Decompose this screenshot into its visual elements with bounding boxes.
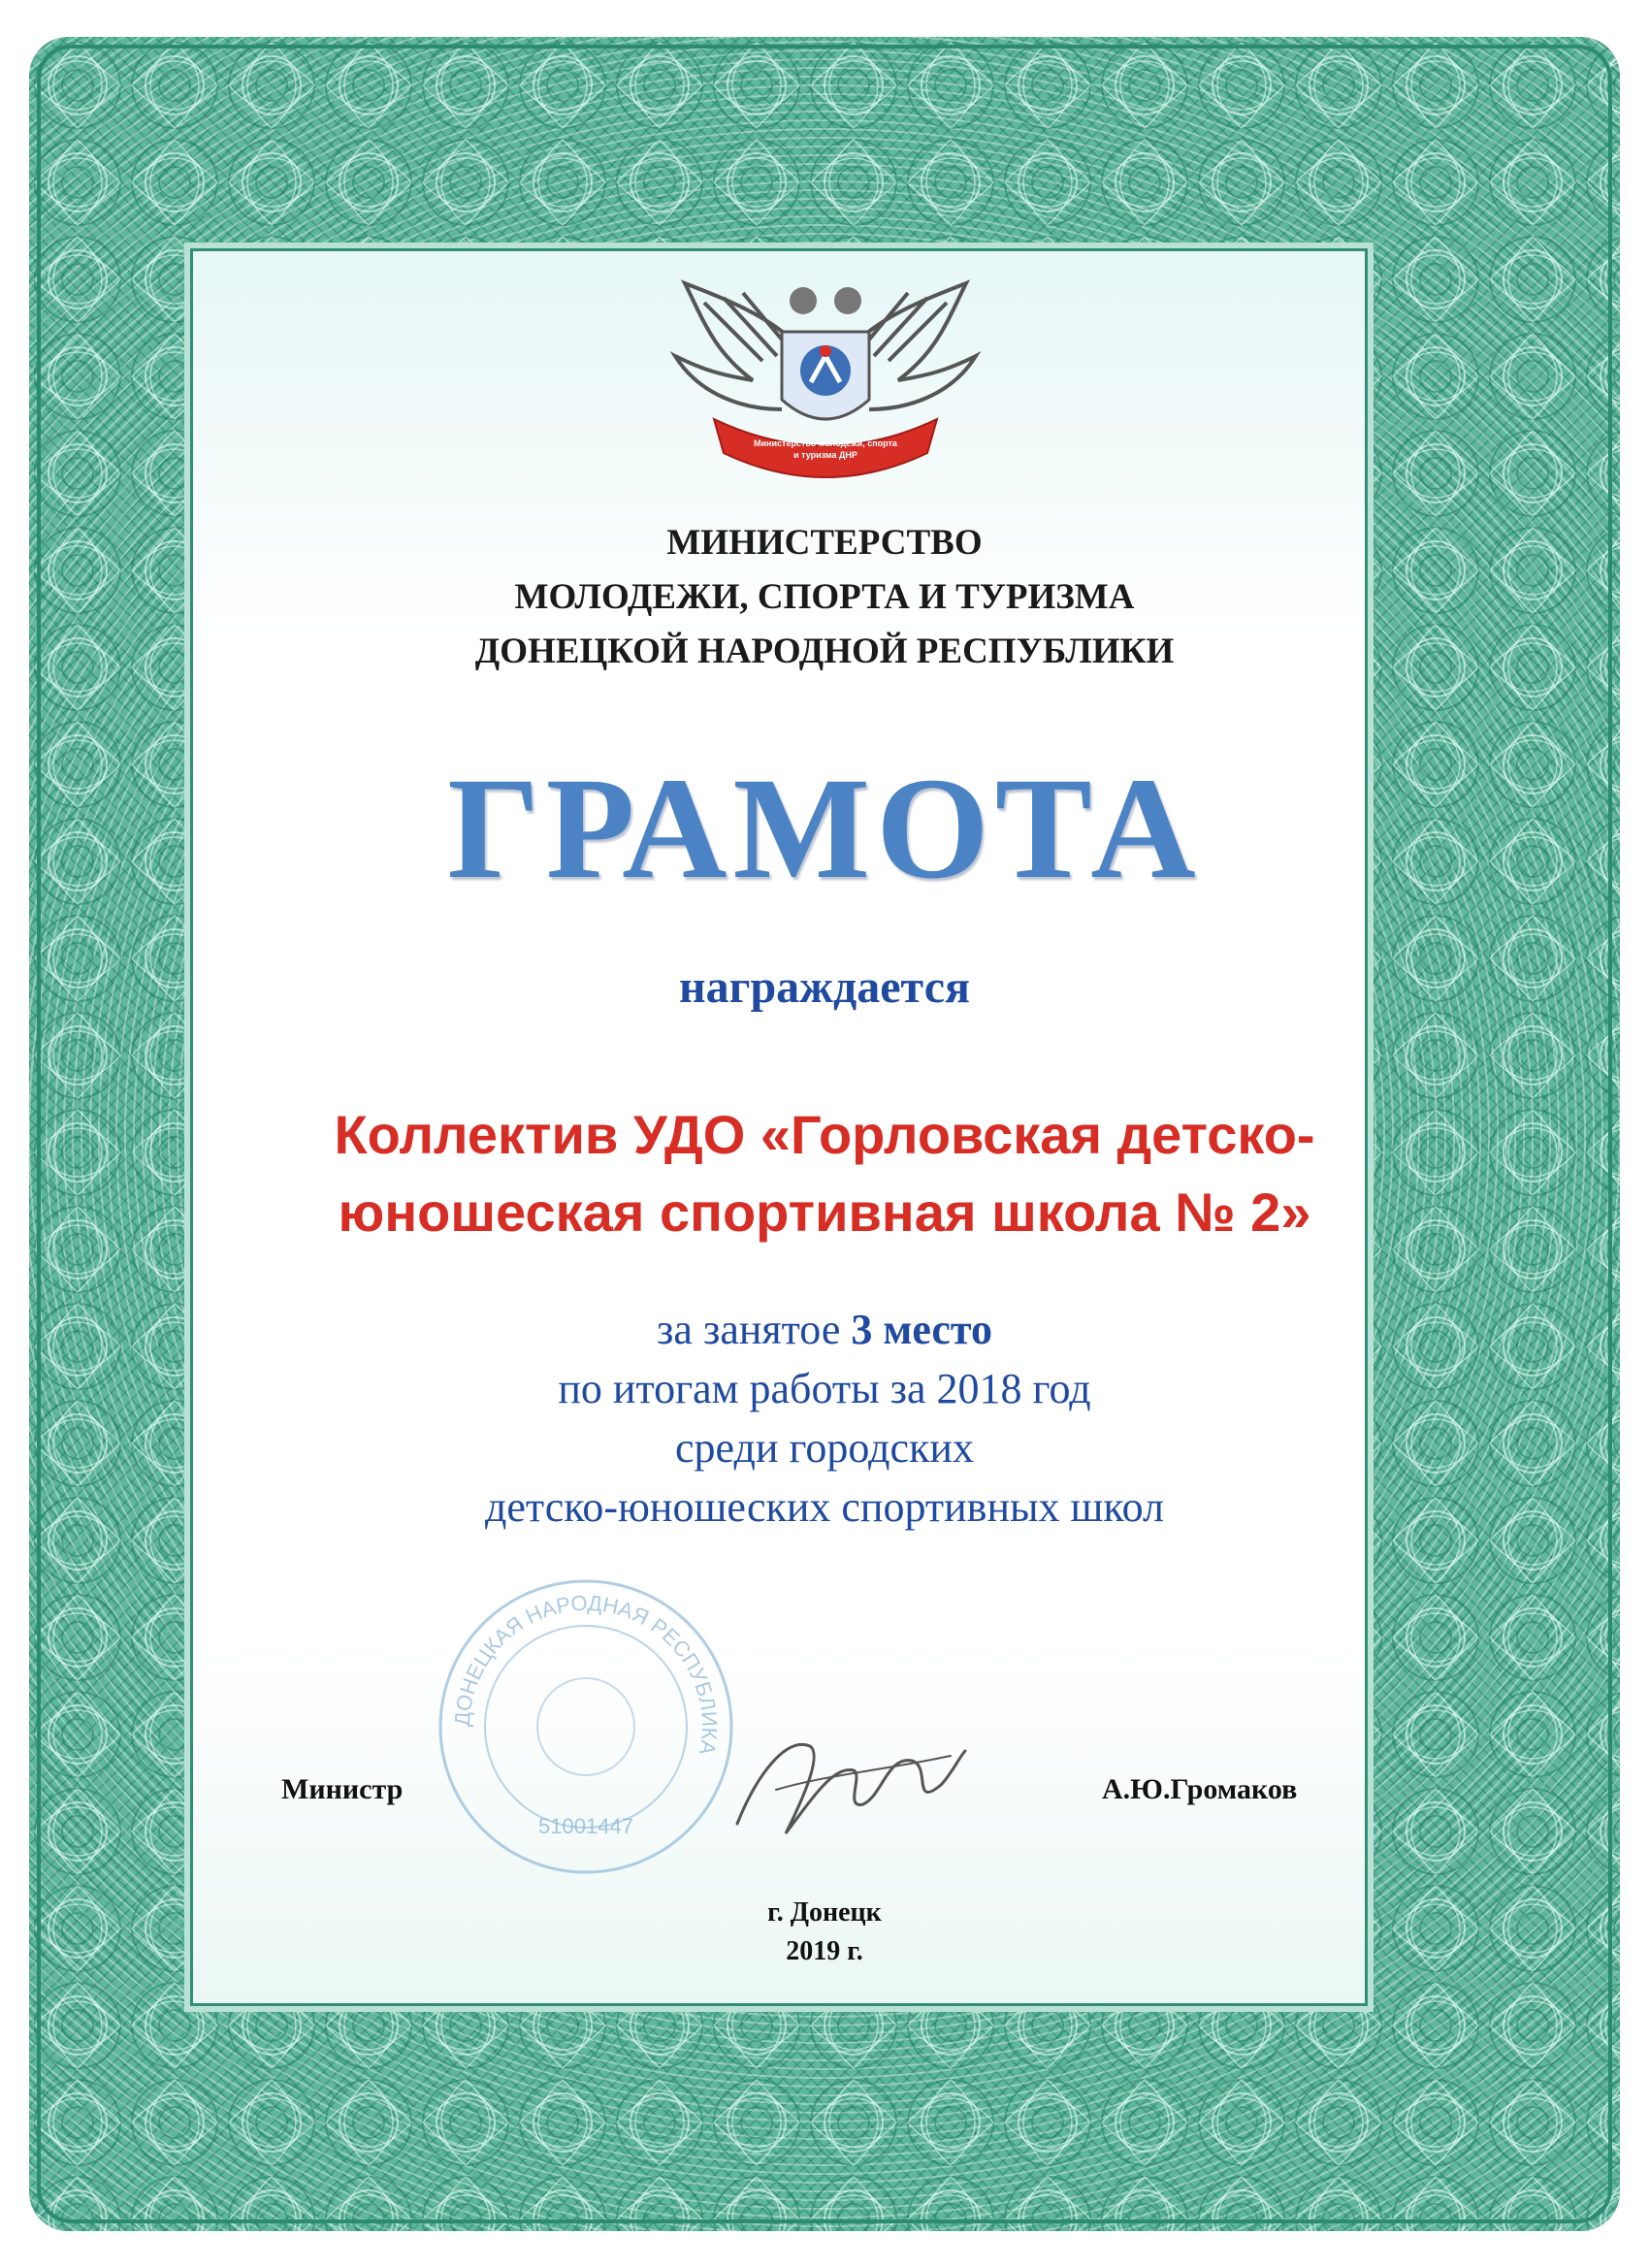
award-reason [0,1300,1649,1537]
ministry-line-1: МИНИСТЕРСТВО [666,523,983,563]
ministry-line-3: ДОНЕЦКОЙ НАРОДНОЙ РЕСПУБЛИКИ [474,632,1175,671]
reason-line-1-prefix: за занятое [657,1306,852,1353]
issue-city: г. Донецк [767,1897,882,1928]
signatory-name: А.Ю.Громаков [1102,1773,1298,1805]
reason-line-4: детско-юношеских спортивных школ [485,1483,1164,1531]
ministry-line-2: МОЛОДЕЖИ, СПОРТА И ТУРИЗМА [514,577,1135,617]
recipient-line-1: Коллектив УДО «Горловская детско- [334,1104,1315,1165]
issue-place [0,1894,1649,1971]
signature-mark [718,1717,970,1853]
seal-number: 51001447 [538,1814,633,1838]
recipient-line-2: юношеская спортивная школа № 2» [338,1182,1311,1243]
reason-line-1 [0,1300,1649,1359]
signatory-position: Министр [281,1773,404,1805]
reason-line-3: среди городских [675,1424,974,1472]
ministry-heading [0,516,1649,679]
emblem-ribbon-line1: Министерство молодёжи, спорта [754,438,897,448]
emblem-ribbon-line2: и туризма ДНР [793,450,857,460]
ministry-emblem [646,264,1005,487]
recipient-name [0,1096,1649,1251]
official-seal [431,1571,741,1882]
seal-ring-text: ДОНЕЦКАЯ НАРОДНАЯ РЕСПУБЛИКА [449,1590,723,1757]
awarded-label: награждается [679,961,970,1013]
issue-year: 2019 г. [786,1936,863,1966]
certificate-title: ГРАМОТА [447,748,1202,909]
place-rank: 3 место [851,1306,992,1353]
reason-line-2: по итогам работы за 2018 год [558,1365,1091,1412]
